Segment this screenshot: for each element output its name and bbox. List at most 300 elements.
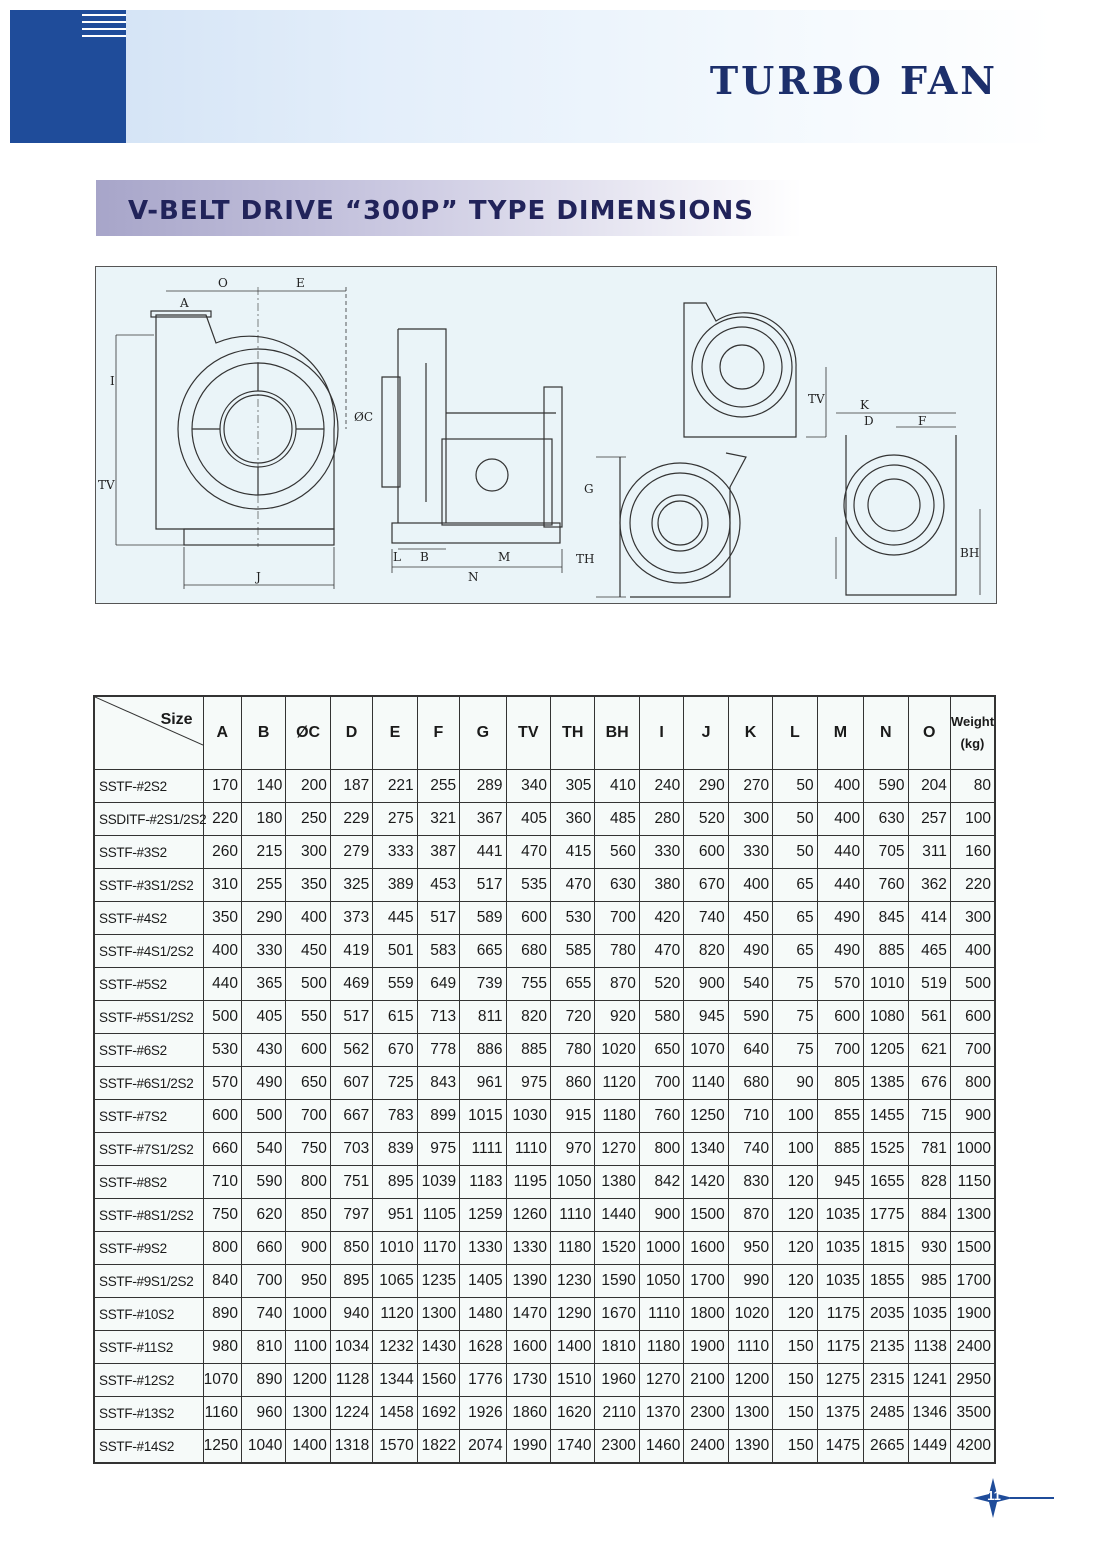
dimension-cell: 703 (330, 1133, 372, 1166)
dimension-cell: 1520 (595, 1232, 639, 1265)
dimension-cell: 839 (373, 1133, 417, 1166)
dimension-cell: 1110 (551, 1199, 595, 1232)
size-cell: SSTF-#8S1/2S2 (94, 1199, 203, 1232)
size-cell: SSTF-#5S1/2S2 (94, 1001, 203, 1034)
dimension-cell: 1250 (203, 1430, 241, 1464)
size-cell: SSTF-#12S2 (94, 1364, 203, 1397)
dimension-cell: 1120 (595, 1067, 639, 1100)
dimension-cell: 855 (817, 1100, 863, 1133)
weight-unit-line: (kg) (960, 736, 985, 751)
column-header: K (728, 696, 772, 770)
dimension-cell: 120 (773, 1265, 817, 1298)
dimension-cell: 257 (908, 803, 950, 836)
size-cell: SSTF-#7S1/2S2 (94, 1133, 203, 1166)
dimension-cell: 1000 (286, 1298, 330, 1331)
dimension-cell: 561 (908, 1001, 950, 1034)
dimension-cell: 120 (773, 1232, 817, 1265)
dimension-cell: 1040 (241, 1430, 285, 1464)
dimension-cell: 367 (460, 803, 506, 836)
dimension-cell: 360 (551, 803, 595, 836)
dimension-cell: 670 (373, 1034, 417, 1067)
dimension-cell: 1183 (460, 1166, 506, 1199)
dimension-cell: 713 (417, 1001, 459, 1034)
dimension-cell: 65 (773, 869, 817, 902)
dimension-cell: 650 (639, 1034, 683, 1067)
dimension-cell: 2300 (684, 1397, 728, 1430)
dimension-cell: 705 (864, 836, 908, 869)
dimension-cell: 1600 (506, 1331, 550, 1364)
dimension-cell: 1010 (864, 968, 908, 1001)
dimension-cell: 710 (203, 1166, 241, 1199)
label-f: F (918, 414, 927, 428)
label-l: L (393, 550, 401, 564)
dimension-cell: 850 (330, 1232, 372, 1265)
dimension-cell: 607 (330, 1067, 372, 1100)
dimension-cell: 885 (817, 1133, 863, 1166)
dimension-cell: 845 (864, 902, 908, 935)
dimension-cell: 310 (203, 869, 241, 902)
dimension-cell: 300 (286, 836, 330, 869)
dimension-cell: 960 (241, 1397, 285, 1430)
dimensions-table (93, 695, 996, 1464)
size-cell: SSTF-#10S2 (94, 1298, 203, 1331)
size-cell: SSDITF-#2S1/2S2 (94, 803, 203, 836)
column-header: F (417, 696, 459, 770)
dimension-cell: 440 (817, 869, 863, 902)
dimension-cell: 1385 (864, 1067, 908, 1100)
dimension-cell: 405 (506, 803, 550, 836)
dimension-cell: 884 (908, 1199, 950, 1232)
size-cell: SSTF-#14S2 (94, 1430, 203, 1464)
dimension-cell: 630 (864, 803, 908, 836)
dimension-cell: 100 (950, 803, 995, 836)
dimension-cell: 780 (551, 1034, 595, 1067)
dimension-cell: 843 (417, 1067, 459, 1100)
column-header: TH (551, 696, 595, 770)
dimension-cell: 700 (950, 1034, 995, 1067)
dimension-cell: 362 (908, 869, 950, 902)
dimension-cell: 1300 (950, 1199, 995, 1232)
dimension-cell: 800 (203, 1232, 241, 1265)
dimension-cell: 1960 (595, 1364, 639, 1397)
dimension-cell: 220 (950, 869, 995, 902)
dimension-cell: 700 (639, 1067, 683, 1100)
dimension-cell: 1900 (684, 1331, 728, 1364)
dimension-cell: 1180 (639, 1331, 683, 1364)
table-row (94, 1034, 995, 1067)
dimension-cell: 1370 (639, 1397, 683, 1430)
column-header: L (773, 696, 817, 770)
dimension-cell: 1035 (908, 1298, 950, 1331)
dimension-cell: 330 (241, 935, 285, 968)
dimension-cell: 1500 (950, 1232, 995, 1265)
dimension-cell: 600 (684, 836, 728, 869)
dimension-cell: 220 (203, 803, 241, 836)
dimension-cell: 50 (773, 803, 817, 836)
dimension-cell: 870 (595, 968, 639, 1001)
dimension-cell: 400 (950, 935, 995, 968)
dimension-cell: 2485 (864, 1397, 908, 1430)
dimension-cell: 660 (241, 1232, 285, 1265)
dimension-cell: 2950 (950, 1364, 995, 1397)
dimension-cell: 1346 (908, 1397, 950, 1430)
dimension-cell: 680 (506, 935, 550, 968)
column-header: G (460, 696, 506, 770)
dimension-cell: 490 (728, 935, 772, 968)
dimension-cell: 490 (241, 1067, 285, 1100)
dimension-cell: 1300 (417, 1298, 459, 1331)
dimension-cell: 470 (639, 935, 683, 968)
front-view-3-drawing (836, 413, 980, 595)
dimension-cell: 970 (551, 1133, 595, 1166)
dimension-cell: 1080 (864, 1001, 908, 1034)
dimension-cell: 559 (373, 968, 417, 1001)
dimension-cell: 583 (417, 935, 459, 968)
dimension-cell: 1815 (864, 1232, 908, 1265)
dimension-cell: 800 (950, 1067, 995, 1100)
label-th: TH (576, 552, 595, 566)
dimension-cell: 760 (639, 1100, 683, 1133)
dimension-cell: 1050 (551, 1166, 595, 1199)
dimension-cell: 890 (203, 1298, 241, 1331)
dimension-cell: 1330 (506, 1232, 550, 1265)
table-corner-cell (94, 696, 203, 770)
dimension-cell: 975 (506, 1067, 550, 1100)
dimension-cell: 80 (950, 770, 995, 803)
dimension-cell: 1270 (595, 1133, 639, 1166)
dimension-cell: 333 (373, 836, 417, 869)
dimension-cell: 2110 (595, 1397, 639, 1430)
dimension-cell: 1230 (551, 1265, 595, 1298)
dimension-cell: 290 (241, 902, 285, 935)
dimension-cell: 1510 (551, 1364, 595, 1397)
dimension-cell: 1380 (595, 1166, 639, 1199)
dimension-cell: 1860 (506, 1397, 550, 1430)
dimension-cell: 1420 (684, 1166, 728, 1199)
dimension-cell: 550 (286, 1001, 330, 1034)
dimension-cell: 1000 (639, 1232, 683, 1265)
dimension-cell: 899 (417, 1100, 459, 1133)
dimension-cell: 1039 (417, 1166, 459, 1199)
dimension-cell: 300 (728, 803, 772, 836)
dimension-cell: 50 (773, 770, 817, 803)
dimension-cell: 530 (203, 1034, 241, 1067)
dimension-cell: 3500 (950, 1397, 995, 1430)
column-header: I (639, 696, 683, 770)
front-view-drawing (116, 287, 346, 589)
dimension-cell: 1900 (950, 1298, 995, 1331)
dimension-cell: 2035 (864, 1298, 908, 1331)
dimension-cell: 700 (286, 1100, 330, 1133)
page-number: 11 (987, 1488, 1001, 1503)
dimension-cell: 1775 (864, 1199, 908, 1232)
front-view-2-drawing (596, 453, 746, 597)
label-k: K (860, 398, 869, 412)
dimension-cell: 1475 (817, 1430, 863, 1464)
dimension-cell: 215 (241, 836, 285, 869)
dimension-cell: 450 (286, 935, 330, 968)
dimension-cell: 1070 (203, 1364, 241, 1397)
dimension-cell: 590 (864, 770, 908, 803)
label-o: O (218, 276, 228, 290)
dimension-cell: 725 (373, 1067, 417, 1100)
table-row (94, 1166, 995, 1199)
dimension-cell: 520 (684, 803, 728, 836)
dimension-cell: 1776 (460, 1364, 506, 1397)
dimension-cell: 1810 (595, 1331, 639, 1364)
dimension-cell: 485 (595, 803, 639, 836)
dimension-cell: 1110 (639, 1298, 683, 1331)
dimension-cell: 75 (773, 968, 817, 1001)
dimension-cell: 1205 (864, 1034, 908, 1067)
dimension-cell: 1015 (460, 1100, 506, 1133)
dimension-cell: 820 (506, 1001, 550, 1034)
dimension-cell: 700 (595, 902, 639, 935)
dimension-cell: 540 (241, 1133, 285, 1166)
dimension-cell: 1105 (417, 1199, 459, 1232)
dimension-cell: 1120 (373, 1298, 417, 1331)
weight-header-line: Weight (950, 714, 995, 729)
label-c: ØC (354, 410, 374, 424)
dimension-cell: 140 (241, 770, 285, 803)
dimension-cell: 1035 (817, 1199, 863, 1232)
dimension-cell: 279 (330, 836, 372, 869)
size-cell: SSTF-#11S2 (94, 1331, 203, 1364)
dimension-cell: 90 (773, 1067, 817, 1100)
dimension-cell: 1340 (684, 1133, 728, 1166)
dimension-cell: 1470 (506, 1298, 550, 1331)
size-cell: SSTF-#13S2 (94, 1397, 203, 1430)
dimension-cell: 1700 (950, 1265, 995, 1298)
label-m: M (498, 550, 511, 564)
dimension-cell: 778 (417, 1034, 459, 1067)
dimension-cell: 1700 (684, 1265, 728, 1298)
label-tv-2: TV (808, 392, 825, 406)
dimension-cell: 890 (241, 1364, 285, 1397)
dimension-cell: 2300 (595, 1430, 639, 1464)
column-header: A (203, 696, 241, 770)
dimension-cell: 330 (728, 836, 772, 869)
table-header-row (94, 696, 995, 770)
dimension-cell: 860 (551, 1067, 595, 1100)
dimension-cell: 750 (203, 1199, 241, 1232)
dimension-cell: 895 (330, 1265, 372, 1298)
dimension-cell: 780 (595, 935, 639, 968)
table-row (94, 836, 995, 869)
dimension-cell: 490 (817, 935, 863, 968)
dimension-cell: 440 (817, 836, 863, 869)
dimension-cell: 940 (330, 1298, 372, 1331)
dimension-cell: 649 (417, 968, 459, 1001)
dimension-cell: 1430 (417, 1331, 459, 1364)
dimension-cell: 630 (595, 869, 639, 902)
dimension-cell: 365 (241, 968, 285, 1001)
table-row (94, 1331, 995, 1364)
weight-column-header (950, 696, 995, 770)
table-row (94, 770, 995, 803)
dimension-cell: 415 (551, 836, 595, 869)
dimension-cell: 405 (241, 1001, 285, 1034)
dimension-cell: 1140 (684, 1067, 728, 1100)
dimension-cell: 1170 (417, 1232, 459, 1265)
dimension-cell: 1390 (506, 1265, 550, 1298)
dimension-cell: 760 (864, 869, 908, 902)
column-header: E (373, 696, 417, 770)
dimension-cell: 1730 (506, 1364, 550, 1397)
dimension-cell: 1455 (864, 1100, 908, 1133)
dimension-cell: 150 (773, 1364, 817, 1397)
dimension-cell: 300 (950, 902, 995, 935)
dimension-cell: 465 (908, 935, 950, 968)
dimension-cell: 325 (330, 869, 372, 902)
dimension-cell: 590 (241, 1166, 285, 1199)
dimension-cell: 380 (639, 869, 683, 902)
label-g: G (584, 482, 594, 496)
dimension-cell: 751 (330, 1166, 372, 1199)
dimension-cell: 900 (950, 1100, 995, 1133)
dimension-cell: 1110 (506, 1133, 550, 1166)
size-cell: SSTF-#3S2 (94, 836, 203, 869)
dimension-cell: 620 (241, 1199, 285, 1232)
dimension-cell: 650 (286, 1067, 330, 1100)
dimension-cell: 750 (286, 1133, 330, 1166)
column-header: B (241, 696, 285, 770)
dimension-cell: 1290 (551, 1298, 595, 1331)
size-cell: SSTF-#2S2 (94, 770, 203, 803)
fan-dimension-diagram (95, 266, 997, 604)
dimension-cell: 715 (908, 1100, 950, 1133)
dimension-cell: 600 (950, 1001, 995, 1034)
dimension-cell: 517 (460, 869, 506, 902)
dimension-cell: 1259 (460, 1199, 506, 1232)
dimension-cell: 810 (241, 1331, 285, 1364)
label-a: A (180, 296, 189, 310)
dimension-cell: 850 (286, 1199, 330, 1232)
dimension-cell: 1822 (417, 1430, 459, 1464)
dimension-cell: 2100 (684, 1364, 728, 1397)
dimension-cell: 530 (551, 902, 595, 935)
dimension-cell: 1232 (373, 1331, 417, 1364)
dimension-cell: 305 (551, 770, 595, 803)
dimension-cell: 400 (286, 902, 330, 935)
dimension-cell: 600 (817, 1001, 863, 1034)
dimension-cell: 420 (639, 902, 683, 935)
dimension-cell: 589 (460, 902, 506, 935)
dimension-cell: 500 (241, 1100, 285, 1133)
dimension-cell: 1260 (506, 1199, 550, 1232)
dimension-cell: 600 (506, 902, 550, 935)
dimension-cell: 621 (908, 1034, 950, 1067)
label-e: E (296, 276, 305, 290)
dimension-cell: 1628 (460, 1331, 506, 1364)
column-header: M (817, 696, 863, 770)
dimension-cell: 570 (203, 1067, 241, 1100)
dimension-cell: 1275 (817, 1364, 863, 1397)
size-cell: SSTF-#6S2 (94, 1034, 203, 1067)
dimension-cell: 640 (728, 1034, 772, 1067)
dimension-cell: 1200 (728, 1364, 772, 1397)
dimension-cell: 580 (639, 1001, 683, 1034)
top-view-drawing (684, 303, 826, 437)
dimension-cell: 1570 (373, 1430, 417, 1464)
dimension-cell: 389 (373, 869, 417, 902)
table-row (94, 1232, 995, 1265)
table-row (94, 968, 995, 1001)
dimension-cell: 676 (908, 1067, 950, 1100)
dimension-cell: 270 (728, 770, 772, 803)
dimension-cell: 410 (595, 770, 639, 803)
corner-size-label: Size (160, 711, 193, 728)
dimension-cell: 280 (639, 803, 683, 836)
dimension-cell: 440 (203, 968, 241, 1001)
dimension-cell: 945 (684, 1001, 728, 1034)
size-cell: SSTF-#6S1/2S2 (94, 1067, 203, 1100)
dimension-cell: 250 (286, 803, 330, 836)
column-header: TV (506, 696, 550, 770)
dimension-cell: 950 (728, 1232, 772, 1265)
column-header: O (908, 696, 950, 770)
dimension-cell: 1318 (330, 1430, 372, 1464)
dimension-cell: 441 (460, 836, 506, 869)
table-row (94, 1298, 995, 1331)
dimension-cell: 1224 (330, 1397, 372, 1430)
dimension-cell: 755 (506, 968, 550, 1001)
dimension-cell: 50 (773, 836, 817, 869)
dimension-cell: 720 (551, 1001, 595, 1034)
dimension-cell: 75 (773, 1034, 817, 1067)
dimension-cell: 535 (506, 869, 550, 902)
dimension-cell: 65 (773, 935, 817, 968)
dimension-cell: 945 (817, 1166, 863, 1199)
dimension-cell: 1180 (551, 1232, 595, 1265)
size-cell: SSTF-#5S2 (94, 968, 203, 1001)
dimension-cell: 1620 (551, 1397, 595, 1430)
dimension-cell: 1020 (595, 1034, 639, 1067)
dimension-cell: 517 (417, 902, 459, 935)
dimension-cell: 1111 (460, 1133, 506, 1166)
dimension-cell: 2074 (460, 1430, 506, 1464)
dimension-cell: 120 (773, 1166, 817, 1199)
dimension-cell: 1375 (817, 1397, 863, 1430)
dimension-cell: 1590 (595, 1265, 639, 1298)
dimension-cell: 1175 (817, 1331, 863, 1364)
dimension-cell: 667 (330, 1100, 372, 1133)
dimension-cell: 469 (330, 968, 372, 1001)
dimension-cell: 1065 (373, 1265, 417, 1298)
table-row (94, 1430, 995, 1464)
dimension-cell: 2400 (950, 1331, 995, 1364)
dimension-cell: 1670 (595, 1298, 639, 1331)
column-header: ØC (286, 696, 330, 770)
column-header: BH (595, 696, 639, 770)
dimension-cell: 920 (595, 1001, 639, 1034)
dimension-cell: 340 (506, 770, 550, 803)
dimension-cell: 400 (817, 770, 863, 803)
dimension-cell: 1449 (908, 1430, 950, 1464)
dimension-cell: 1150 (950, 1166, 995, 1199)
dimension-cell: 170 (203, 770, 241, 803)
dimension-cell: 842 (639, 1166, 683, 1199)
table-row (94, 1199, 995, 1232)
dimension-cell: 1344 (373, 1364, 417, 1397)
dimension-cell: 560 (595, 836, 639, 869)
label-b: B (420, 550, 429, 564)
dimension-cell: 65 (773, 902, 817, 935)
dimension-cell: 840 (203, 1265, 241, 1298)
dimension-cell: 1460 (639, 1430, 683, 1464)
dimension-cell: 1250 (684, 1100, 728, 1133)
dimension-cell: 500 (286, 968, 330, 1001)
